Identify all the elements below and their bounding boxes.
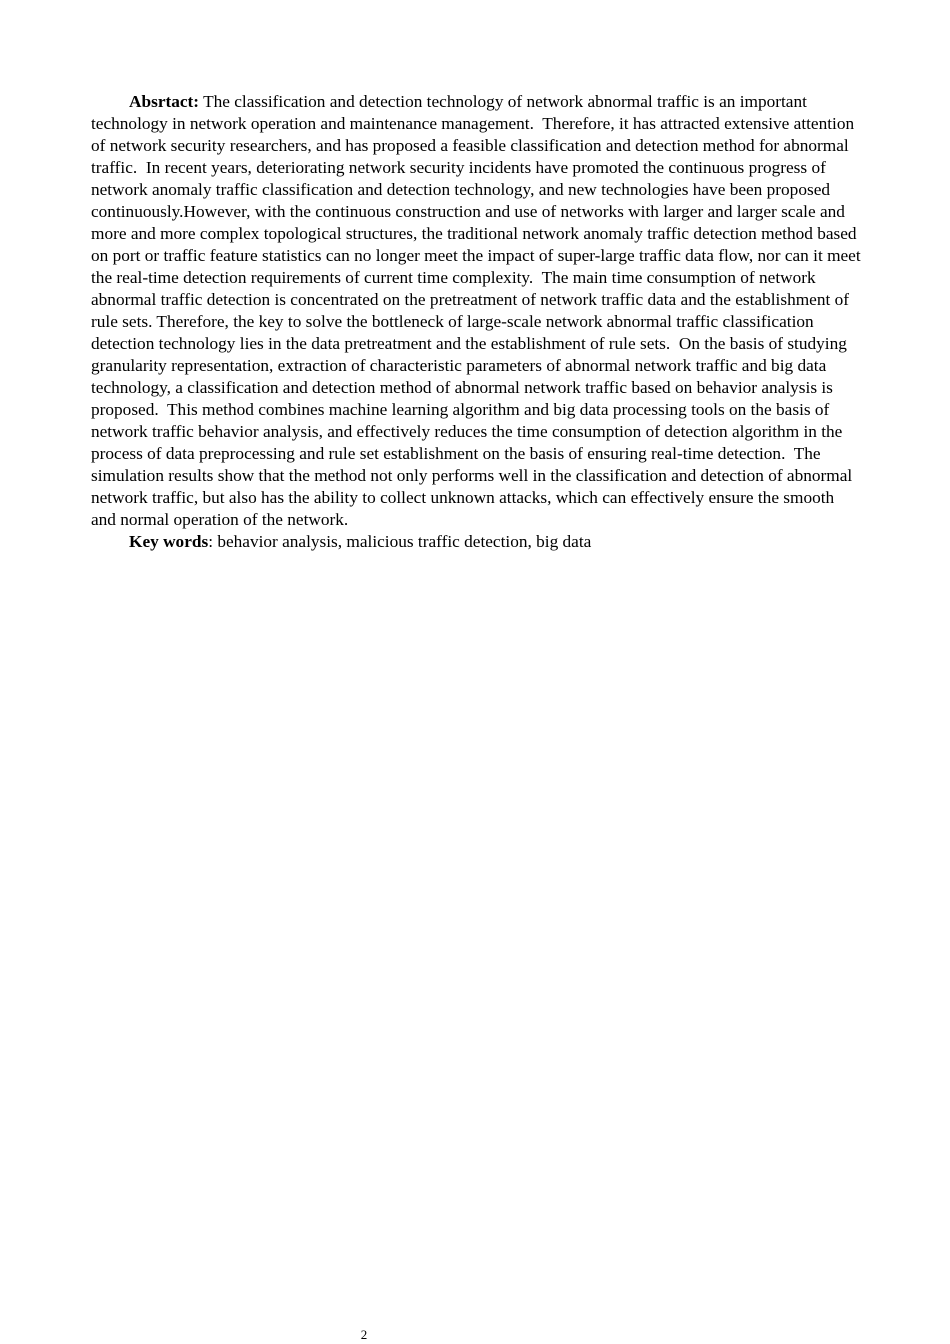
keywords-text: : behavior analysis, malicious traffic detection, big data — [208, 532, 592, 551]
abstract-paragraph — [91, 91, 865, 531]
keywords-paragraph — [91, 531, 861, 553]
page-content — [91, 91, 865, 553]
abstract-label: Absrtact: — [129, 92, 200, 111]
keywords-label: Key words — [129, 532, 209, 551]
abstract-text: The classification and detection technology of network abnormal traffic is an important technology in network operation and maintenance management. Therefore, it has attracted extensive attention of network security researchers, and has proposed a feasible classification and detection method for abnormal traffic. In recent years, deteriorating network security incidents have promoted the continuous progress of network anomaly traffic classification and detection technology, and new technologies have been proposed continuously.However, with the continuous construction and use of networks with larger and larger scale and more and more complex topological structures, the traditional network anomaly traffic detection method based on port or traffic feature statistics can no longer meet the impact of super-large traffic data flow, nor can it meet the real-time detection requirements of current time complexity. The main time consumption of network abnormal traffic detection is concentrated on the pretreatment of network traffic data and the establishment of rule sets. Therefore, the key to solve the bottleneck of large-scale network abnormal traffic classification detection technology lies in the data pretreatment and the establishment of rule sets. On the basis of studying granularity representation, extraction of characteristic parameters of abnormal network traffic and big data technology, a classification and detection method of abnormal network traffic based on behavior analysis is proposed. This method combines machine learning algorithm and big data processing tools on the basis of network traffic behavior analysis, and effectively reduces the time consumption of detection algorithm in the process of data preprocessing and rule set establishment on the basis of ensuring real-time detection. The simulation results show that the method not only performs well in the classification and detection of abnormal network traffic, but also has the ability to collect unknown attacks, which can effectively ensure the smooth and normal operation of the network. — [91, 92, 865, 529]
page-number: 2 — [360, 1327, 368, 1342]
